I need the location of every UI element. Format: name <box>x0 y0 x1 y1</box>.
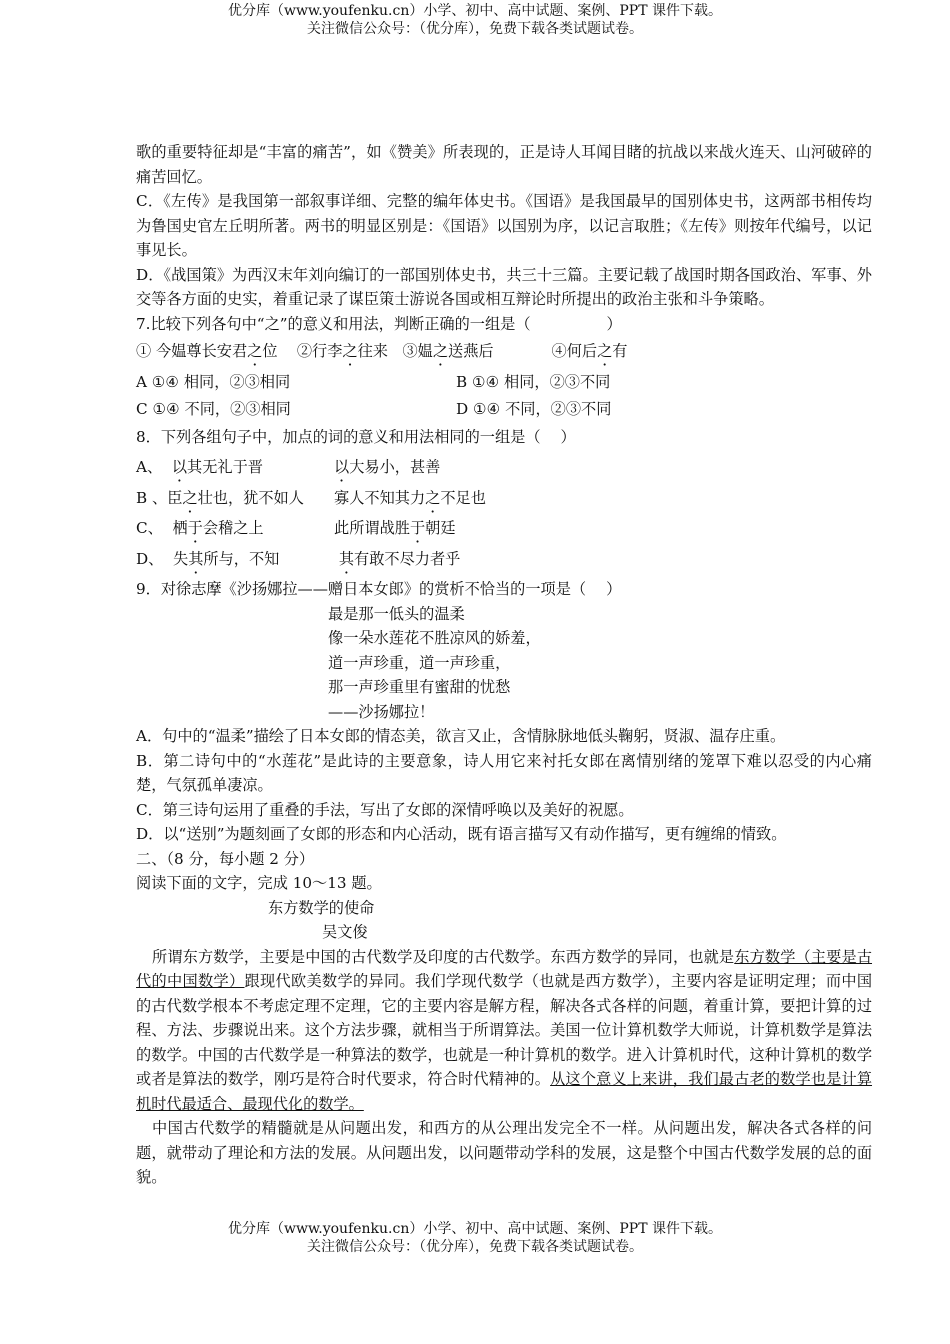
exam-content <box>136 140 872 1190</box>
q7-options-row-1 <box>136 370 872 395</box>
q7-option-b: B ①④ 相同，②③不同 <box>456 372 611 391</box>
q6-option-d: D．《战国策》为西汉末年刘向编订的一部国别体史书，共三十三篇。主要记载了战国时期各国政治、军事、外交等各方面的史实，着重记录了谋臣策士游说各国或相互辩论时所提出的政治主张和斗争策略。 <box>136 265 872 308</box>
poem-line: 最是那一低头的温柔 <box>328 604 465 623</box>
q8-option-a: A、 以其无礼于晋 以大易小，甚善 <box>136 458 441 476</box>
header-line-1: 优分库（www.youfenku.cn）小学、初中、高中试题、案例、PPT 课件下载。 <box>227 3 722 19</box>
q7-stem: 7.比较下列各句中“之”的意义和用法，判断正确的一组是（ ） <box>136 314 622 333</box>
q9-option-d: D．以“送别”为题刻画了女郎的形态和内心活动，既有语言描写又有动作描写，更有缠绵的情致。 <box>136 825 787 843</box>
dotted-word: 之 <box>247 342 263 360</box>
q8-option-c: C、 栖于会稽之上 此所谓战胜于朝廷 <box>136 519 456 537</box>
article-title: 东方数学的使命 <box>268 898 375 917</box>
q7-option-c: C ①④ 不同，②③相同 <box>136 400 291 418</box>
article-paragraph-1: 所谓东方数学，主要是中国的古代数学及印度的古代数学。东西方数学的异同，也就是东方数学（主要是古代的中国数学）跟现代欧美数学的异同。我们学现代数学（也就是西方数学），主要内容是证明定理；而中国的古代数学根本不考虑定理不定理，它的主要内容是解方程，解决各式各样的问题，着重计算，要把计算的过程、方法、步骤说出来。这个方法步骤，就相当于所谓算法。美国一位计算机数学大师说，计算机数学是算法的数学。中国的古代数学是一种算法的数学，也就是一种计算机的数学。进入计算机时代，这种计算机的数学或者是算法的数学，刚巧是符合时代要求，符合时代精神的。从这个意义上来讲，我们最古老的数学也是计算机时代最适合、最现代化的数学。 <box>136 947 873 1113</box>
dotted-word: 其 <box>338 549 355 568</box>
dotted-word: 其 <box>188 549 204 568</box>
page-header <box>0 2 950 38</box>
q7-sentences: ① 今媪尊长安君之位 ②行李之往来 ③媪之送燕后 ④何后之有 <box>136 342 628 360</box>
dotted-word: 以 <box>171 458 187 476</box>
footer-line-1: 优分库（www.youfenku.cn）小学、初中、高中试题、案例、PPT 课件下载。 <box>227 1221 722 1237</box>
q9-option-b: B．第二诗句中的“水莲花”是此诗的主要意象，诗人用它来衬托女郎在离情别绪的笼罩下难以忍受的内心痛楚，气氛孤单凄凉。 <box>136 751 872 794</box>
q8-option-b: B 、臣之壮也，犹不如人 寡人不知其力之不足也 <box>136 488 486 507</box>
q8-option-d: D、 失其所与，不知 其有敢不尽力者乎 <box>136 549 461 568</box>
q8-stem: 8．下列各组句子中，加点的词的意义和用法相同的一组是（ ） <box>136 427 576 446</box>
header-line-2: 关注微信公众号：（优分库），免费下载各类试题试卷。 <box>307 21 643 37</box>
page-footer <box>0 1220 950 1256</box>
poem-line: 道一声珍重，道一声珍重， <box>328 653 511 672</box>
q6-option-c: C．《左传》是我国第一部叙事详细、完整的编年体史书。《国语》是我国最早的国别体史书，这两部书相传均为鲁国史官左丘明所著。两书的明显区别是：《国语》以国别为序，以记言取胜；《左传》则按年代编号，以记事见长。 <box>136 192 872 259</box>
dotted-word: 于 <box>187 519 203 537</box>
dotted-word: 之 <box>432 342 448 360</box>
article-author: 吴文俊 <box>322 923 368 941</box>
poem-line: ——沙扬娜拉！ <box>328 702 435 721</box>
q6-option-b-continued: 歌的重要特征却是“丰富的痛苦”，如《赞美》所表现的，正是诗人耳闻目睹的抗战以来战火连天、山河破碎的痛苦回忆。 <box>136 143 872 186</box>
q9-option-c: C．第三诗句运用了重叠的手法，写出了女郎的深情呼唤以及美好的祝愿。 <box>136 800 634 819</box>
poem-line: 那一声珍重里有蜜甜的忧愁 <box>328 678 511 696</box>
section-2-intro: 阅读下面的文字，完成 10～13 题。 <box>136 874 382 892</box>
underlined-phrase: 东方数学（主要是古代的中国数学） <box>136 947 873 990</box>
dotted-word: 以 <box>334 458 350 476</box>
footer-line-2: 关注微信公众号：（优分库），免费下载各类试题试卷。 <box>307 1239 643 1255</box>
dotted-word: 之 <box>342 342 358 360</box>
q7-option-d: D ①④ 不同，②③不同 <box>456 400 612 418</box>
poem-block <box>136 602 872 725</box>
dotted-word: 之 <box>182 488 198 507</box>
dotted-word: 之 <box>597 342 613 360</box>
article-paragraph-2: 中国古代数学的精髓就是从问题出发，和西方的从公理出发完全不一样。从问题出发，解决各式各样的问题，就带动了理论和方法的发展。从问题出发，以问题带动学科的发展，这是整个中国古代数学发展的总的面貌。 <box>136 1119 872 1186</box>
section-2-heading: 二、（8 分，每小题 2 分） <box>136 849 315 868</box>
q7-option-a: A ①④ 相同，②③相同 <box>136 372 291 391</box>
underlined-sentence: 从这个意义上来讲，我们最古老的数学也是计算机时代最适合、最现代化的数学。 <box>136 1070 873 1113</box>
dotted-word: 之 <box>425 488 441 507</box>
q7-options-row-2 <box>136 397 872 422</box>
q9-option-a: A．句中的“温柔”描绘了日本女郎的情态美，欲言又止，含情脉脉地低头鞠躬，贤淑、温存庄重。 <box>136 727 786 745</box>
dotted-word: 于 <box>409 519 426 537</box>
q9-stem: 9．对徐志摩《沙扬娜拉——赠日本女郎》的赏析不恰当的一项是（ ） <box>136 580 622 598</box>
poem-line: 像一朵水莲花不胜凉风的娇羞， <box>328 629 541 647</box>
